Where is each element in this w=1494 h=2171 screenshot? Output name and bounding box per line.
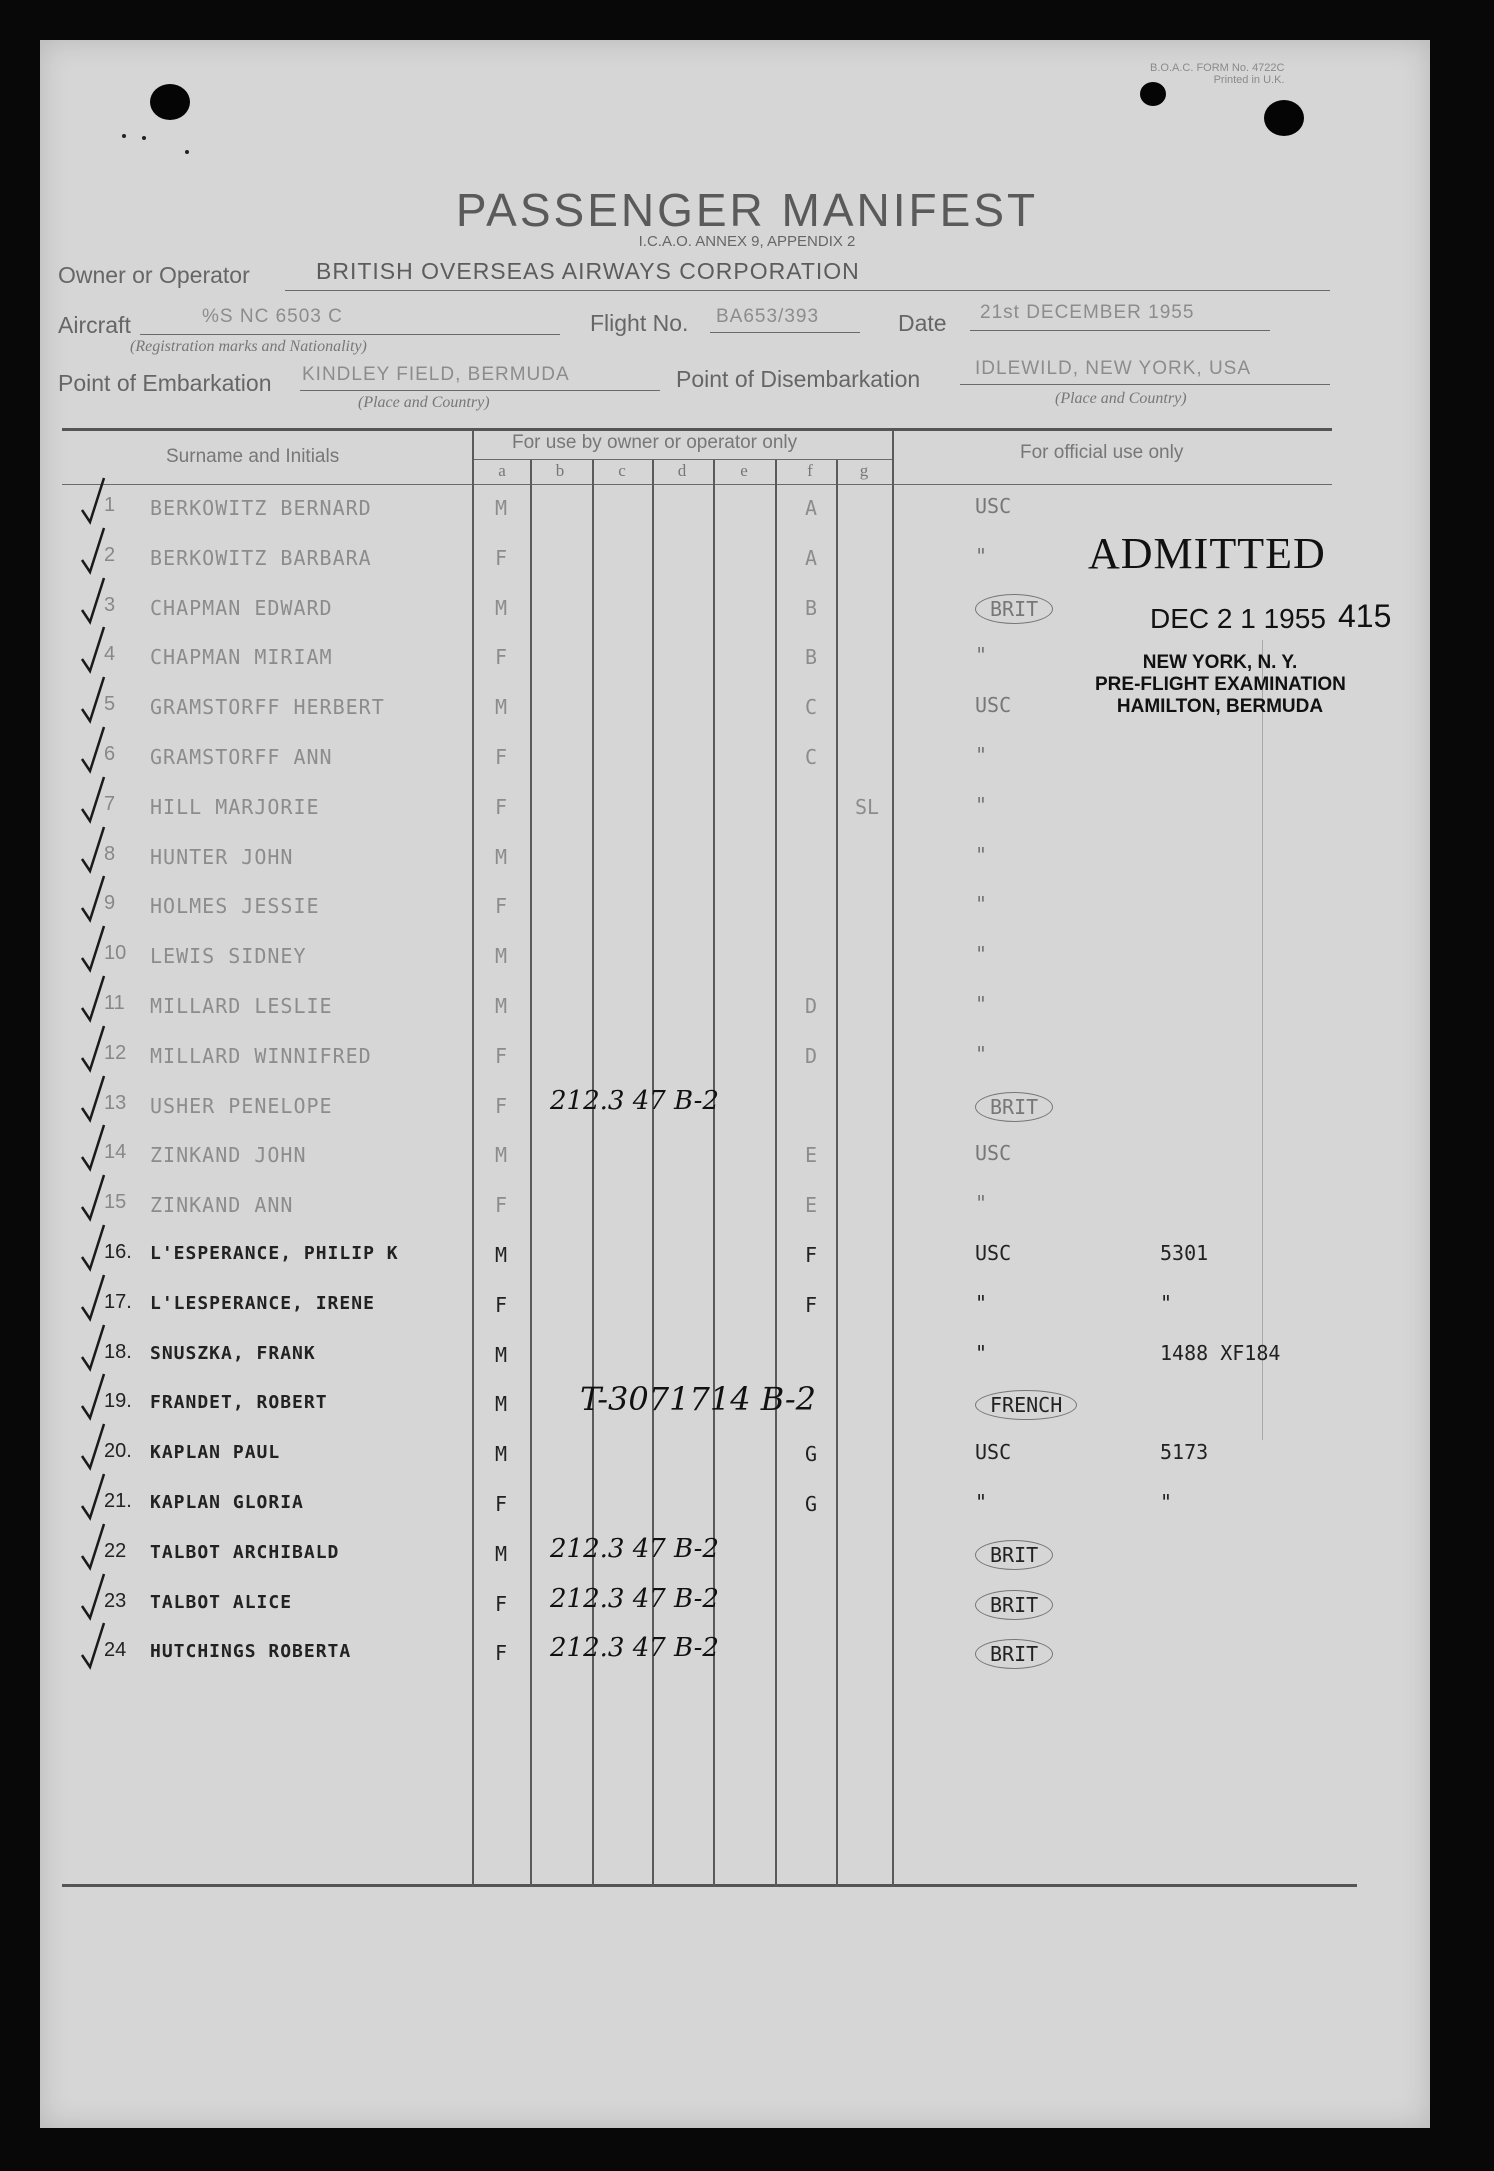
aircraft-label: Aircraft [58, 312, 131, 338]
row-number: 9 [104, 892, 116, 915]
aircraft-line [140, 334, 560, 335]
page-subtitle: I.C.A.O. ANNEX 9, APPENDIX 2 [638, 233, 856, 250]
col-letter-a: a [498, 461, 506, 480]
row-number: 20. [104, 1440, 132, 1463]
official-note: 1488 XF184 [1160, 1340, 1281, 1365]
passenger-sex: M [495, 1243, 508, 1267]
table-row [0, 1185, 1494, 1235]
aircraft-value: %S NC 6503 C [202, 306, 343, 327]
passenger-name: SNUSZKA, FRANK [150, 1342, 316, 1364]
passenger-sex: F [495, 1193, 508, 1218]
col-f-value: C [805, 745, 818, 769]
official-status: BRIT [975, 1540, 1053, 1570]
passenger-sex: M [495, 595, 508, 620]
official-status: BRIT [975, 1639, 1053, 1669]
speck [122, 134, 126, 138]
speck [142, 136, 146, 140]
disembarkation-hint: (Place and Country) [1055, 390, 1187, 407]
passenger-name: HUNTER JOHN [150, 844, 294, 869]
official-status: " [975, 892, 988, 917]
passenger-sex: M [495, 844, 508, 869]
owner-value: BRITISH OVERSEAS AIRWAYS CORPORATION [316, 258, 860, 284]
row-number: 21. [104, 1490, 132, 1512]
table-row [0, 737, 1494, 787]
embarkation-label: Point of Embarkation [58, 370, 272, 396]
passenger-name: USHER PENELOPE [150, 1093, 333, 1118]
passenger-name: CHAPMAN MIRIAM [150, 645, 333, 670]
table-row [0, 1086, 1494, 1136]
handwritten-visa: 212.3 47 B-2 [550, 1085, 719, 1116]
passenger-name: GRAMSTORFF ANN [150, 745, 333, 769]
col-header-official: For official use only [1020, 442, 1184, 463]
passenger-sex: M [495, 1143, 508, 1168]
embarkation-hint: (Place and Country) [358, 394, 490, 411]
stamp-line: NEW YORK, N. Y. [1142, 652, 1298, 673]
official-status: " [975, 992, 988, 1016]
official-status: " [975, 942, 988, 967]
date-line [970, 330, 1270, 331]
stamp-location [1095, 652, 1345, 718]
passenger-name: BERKOWITZ BERNARD [150, 496, 372, 520]
printed-line: Printed in U.K. [1213, 74, 1285, 86]
passenger-sex: M [495, 944, 508, 969]
passenger-name: KAPLAN GLORIA [150, 1492, 304, 1513]
flight-value: BA653/393 [716, 306, 820, 327]
passenger-sex: F [495, 645, 508, 670]
passenger-name: TALBOT ARCHIBALD [150, 1541, 340, 1563]
row-number: 7 [104, 792, 116, 815]
official-status: " [975, 643, 988, 668]
official-status: USC [975, 494, 1012, 518]
checkmark-icon [78, 1621, 108, 1681]
row-number: 8 [104, 842, 116, 865]
official-status: " [975, 1340, 988, 1365]
passenger-name: MILLARD WINNIFRED [150, 1043, 372, 1068]
passenger-name: KAPLAN PAUL [150, 1442, 281, 1464]
flight-label: Flight No. [590, 310, 689, 336]
official-status: USC [975, 1241, 1012, 1265]
punch-hole-right [1264, 100, 1304, 136]
subheader-rule [472, 459, 892, 460]
row-number: 3 [104, 593, 116, 616]
passenger-name: BERKOWITZ BARBARA [150, 545, 372, 570]
disembarkation-label: Point of Disembarkation [676, 366, 921, 392]
handwritten-visa: 212.3 47 B-2 [550, 1533, 719, 1564]
admitted-stamp: ADMITTED [1088, 529, 1326, 578]
passenger-sex: M [495, 496, 508, 520]
passenger-name: HILL MARJORIE [150, 794, 320, 819]
col-f-value: A [805, 545, 818, 570]
col-header-surname: Surname and Initials [166, 446, 340, 467]
stamp-number: 415 [1338, 598, 1392, 634]
row-number: 12 [104, 1041, 127, 1064]
col-f-value: F [805, 1292, 818, 1317]
table-row [0, 1036, 1494, 1086]
row-number: 15 [104, 1191, 127, 1214]
row-number: 17. [104, 1290, 132, 1313]
passenger-sex: F [495, 1641, 508, 1666]
table-row [0, 787, 1494, 837]
official-note: 5301 [1160, 1241, 1209, 1265]
official-status: USC [975, 1141, 1012, 1166]
row-number: 2 [104, 543, 116, 566]
col-letter-c: c [618, 461, 626, 480]
table-row [0, 1235, 1494, 1285]
passenger-name: ZINKAND ANN [150, 1193, 294, 1218]
passenger-sex: M [495, 1541, 508, 1566]
row-number: 13 [104, 1091, 127, 1114]
passenger-sex: F [495, 1292, 508, 1317]
table-bottom-rule [62, 1884, 1357, 1887]
table-row [0, 837, 1494, 887]
row-number: 6 [104, 743, 116, 765]
col-f-value: E [805, 1193, 818, 1218]
passenger-sex: F [495, 1043, 508, 1068]
date-value: 21st DECEMBER 1955 [980, 302, 1195, 323]
col-f-value: D [805, 994, 818, 1018]
official-status: " [975, 743, 988, 767]
table-row [0, 1135, 1494, 1185]
passenger-sex: M [495, 1442, 508, 1467]
col-letter-g: g [859, 461, 869, 480]
passenger-name: HUTCHINGS ROBERTA [150, 1641, 352, 1663]
passenger-sex: M [495, 1342, 508, 1367]
table-row [0, 1285, 1494, 1335]
passenger-sex: M [495, 1392, 508, 1417]
col-f-value: A [805, 496, 818, 520]
handwritten-visa: T-3071714 B-2 [580, 1380, 816, 1419]
flight-line [710, 332, 860, 333]
table-row [0, 1584, 1494, 1634]
official-note: " [1160, 1290, 1173, 1315]
row-number: 1 [104, 494, 116, 516]
passenger-name: L'ESPERANCE, PHILIP K [150, 1243, 399, 1264]
table-row [0, 1633, 1494, 1683]
passenger-sex: F [495, 745, 508, 769]
official-status: " [975, 543, 988, 568]
official-status: " [975, 1290, 988, 1315]
official-status: USC [975, 693, 1012, 718]
row-number: 5 [104, 693, 116, 716]
col-f-value: E [805, 1143, 818, 1168]
embarkation-line [300, 390, 660, 391]
col-header-owner-use: For use by owner or operator only [512, 432, 798, 453]
speck [185, 150, 189, 154]
official-status: " [975, 792, 988, 817]
table-row [0, 986, 1494, 1036]
table-row [0, 1534, 1494, 1584]
row-number: 18. [104, 1340, 132, 1363]
col-g-value: SL [855, 794, 880, 819]
official-status: USC [975, 1440, 1012, 1465]
owner-line [285, 290, 1330, 291]
col-f-value: B [805, 645, 818, 670]
passenger-sex: F [495, 1591, 508, 1616]
passenger-sex: M [495, 994, 508, 1018]
embarkation-value: KINDLEY FIELD, BERMUDA [302, 364, 570, 385]
official-status: " [975, 842, 988, 867]
passenger-sex: F [495, 1093, 508, 1118]
row-number: 23 [104, 1589, 127, 1612]
col-f-value: G [805, 1492, 818, 1516]
form-number [1150, 62, 1284, 86]
official-note: 5173 [1160, 1440, 1209, 1465]
row-number: 19. [104, 1390, 132, 1413]
form-number-line: B.O.A.C. FORM No. 4722C [1150, 62, 1285, 74]
passenger-sex: F [495, 794, 508, 819]
official-status: " [975, 1041, 988, 1066]
table-row [0, 936, 1494, 986]
passenger-sex: F [495, 545, 508, 570]
col-f-value: C [805, 695, 818, 720]
table-row [0, 1380, 1494, 1434]
official-status: " [975, 1191, 988, 1216]
stamp-date: DEC 2 1 1955 [1150, 603, 1326, 634]
aircraft-hint: (Registration marks and Nationality) [130, 338, 367, 355]
official-status: BRIT [975, 1092, 1053, 1122]
table-row [0, 886, 1494, 936]
owner-label: Owner or Operator [58, 262, 250, 288]
row-number: 11 [104, 992, 125, 1014]
passenger-name: L'LESPERANCE, IRENE [150, 1292, 375, 1314]
stamp-line: HAMILTON, BERMUDA [1116, 696, 1324, 717]
official-status: " [975, 1490, 988, 1514]
passenger-name: MILLARD LESLIE [150, 994, 333, 1018]
passenger-sex: F [495, 1492, 508, 1516]
date-label: Date [898, 310, 947, 336]
passenger-sex: M [495, 695, 508, 720]
handwritten-visa: 212.3 47 B-2 [550, 1633, 719, 1664]
col-f-value: B [805, 595, 818, 620]
col-letter-d: d [677, 461, 687, 480]
passenger-name: GRAMSTORFF HERBERT [150, 695, 385, 720]
row-number: 22 [104, 1539, 127, 1562]
table-row [0, 1335, 1494, 1385]
row-number: 10 [104, 942, 127, 965]
table-row [0, 1434, 1494, 1484]
row-number: 24 [104, 1639, 127, 1662]
official-status: BRIT [975, 1590, 1053, 1620]
passenger-name: CHAPMAN EDWARD [150, 595, 333, 620]
page-title: PASSENGER MANIFEST [455, 184, 1039, 236]
col-letter-e: e [740, 461, 748, 480]
row-number: 14 [104, 1141, 127, 1164]
header-rule [62, 484, 1332, 485]
row-number: 4 [104, 643, 116, 666]
col-f-value: G [805, 1442, 818, 1467]
punch-hole-left [150, 84, 190, 120]
passenger-name: ZINKAND JOHN [150, 1143, 307, 1168]
stamp-line: PRE-FLIGHT EXAMINATION [1095, 674, 1346, 695]
col-f-value: F [805, 1243, 818, 1267]
passenger-name: FRANDET, ROBERT [150, 1392, 328, 1414]
col-f-value: D [805, 1043, 818, 1068]
disembarkation-line [960, 384, 1330, 385]
table-row [0, 1484, 1494, 1534]
passenger-name: TALBOT ALICE [150, 1591, 293, 1613]
disembarkation-value: IDLEWILD, NEW YORK, USA [975, 358, 1252, 379]
passenger-sex: F [495, 894, 508, 919]
official-status: BRIT [975, 594, 1053, 624]
col-letter-f: f [807, 461, 813, 480]
row-number: 16. [104, 1241, 132, 1263]
table-top-rule [62, 428, 1332, 431]
col-letter-b: b [555, 461, 565, 480]
handwritten-visa: 212.3 47 B-2 [550, 1583, 719, 1614]
official-note: " [1160, 1490, 1173, 1514]
passenger-name: HOLMES JESSIE [150, 894, 320, 919]
official-status: FRENCH [975, 1390, 1077, 1420]
passenger-name: LEWIS SIDNEY [150, 944, 307, 969]
